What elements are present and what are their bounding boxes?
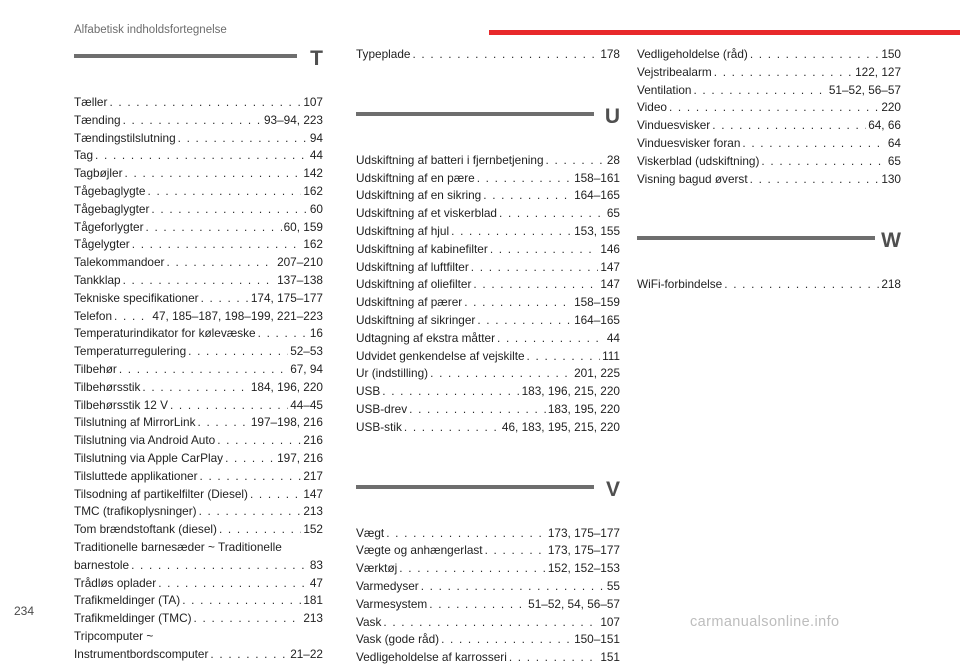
page-reference: 60, 159 xyxy=(283,219,323,234)
index-entry xyxy=(356,223,620,241)
page-reference: 107 xyxy=(600,614,620,629)
page-reference: 64, 66 xyxy=(868,118,901,133)
index-term: Viskerblad (udskiftning) xyxy=(637,153,760,168)
index-term: Trafikmeldinger (TA) xyxy=(74,593,181,608)
index-entry xyxy=(74,290,323,308)
page-reference: 64 xyxy=(887,135,901,150)
index-term: Tæller xyxy=(74,95,108,109)
page-reference: 130 xyxy=(881,171,901,186)
index-entry xyxy=(74,147,323,165)
index-entry xyxy=(74,130,323,148)
dot-leader xyxy=(188,343,288,361)
page-reference: 93–94, 223 xyxy=(263,112,323,127)
index-entry xyxy=(74,343,323,361)
index-entry xyxy=(74,468,323,486)
index-term: Tågeforlygter xyxy=(74,219,144,234)
dot-leader xyxy=(131,557,308,575)
page-reference: 147 xyxy=(600,277,620,292)
index-entry xyxy=(74,236,323,254)
index-term: Vægt xyxy=(356,525,385,540)
index-entry xyxy=(356,259,620,277)
dot-leader xyxy=(430,365,572,383)
page-reference: 178 xyxy=(600,47,620,61)
dot-leader xyxy=(142,379,248,397)
page-reference: 47 xyxy=(309,575,323,590)
dot-leader xyxy=(421,578,605,596)
page-reference: 150–151 xyxy=(574,632,620,647)
index-term: Værktøj xyxy=(356,561,398,576)
letter-divider xyxy=(356,112,594,116)
index-entry xyxy=(356,276,620,294)
index-entry xyxy=(637,153,901,171)
dot-leader xyxy=(258,325,308,343)
dot-leader xyxy=(750,171,880,189)
index-entry xyxy=(74,450,323,468)
index-entry xyxy=(74,539,323,557)
dot-leader xyxy=(123,272,276,290)
index-term: Trådløs oplader xyxy=(74,575,157,590)
page-reference: 65 xyxy=(606,206,620,221)
page-reference: 52–53 xyxy=(290,344,323,359)
dot-leader xyxy=(210,646,288,664)
letter-header-u xyxy=(356,104,620,152)
index-entry xyxy=(356,419,620,437)
page-reference: 173, 175–177 xyxy=(547,525,620,540)
index-term: Tankklap xyxy=(74,272,121,287)
index-term: Trafikmeldinger (TMC) xyxy=(74,611,192,626)
index-entry xyxy=(74,503,323,521)
dot-leader xyxy=(198,414,249,432)
dot-leader xyxy=(441,631,572,649)
dot-leader xyxy=(178,130,308,148)
page-reference: 183, 196, 215, 220 xyxy=(521,384,620,399)
page-reference: 107 xyxy=(303,95,323,109)
index-entry xyxy=(637,135,901,153)
page-reference: 164–165 xyxy=(574,312,620,327)
dot-leader xyxy=(200,468,302,486)
page-reference: 158–159 xyxy=(574,295,620,310)
page-reference: 197–198, 216 xyxy=(250,415,323,430)
index-term: Tilslutning af MirrorLink xyxy=(74,415,196,430)
dot-leader xyxy=(724,276,879,294)
entry-list-w xyxy=(637,276,901,294)
page-reference: 150 xyxy=(881,47,901,61)
index-entry xyxy=(74,361,323,379)
index-entry xyxy=(356,542,620,560)
page-reference: 111 xyxy=(602,348,620,363)
index-column-3 xyxy=(637,46,901,294)
index-term: Tågebaglygter xyxy=(74,201,150,216)
dot-leader xyxy=(217,432,301,450)
index-term: Tilslutning via Android Auto xyxy=(74,433,216,448)
page-reference: 151 xyxy=(600,650,620,665)
index-entry xyxy=(74,414,323,432)
dot-leader xyxy=(429,596,526,614)
dot-leader xyxy=(119,361,288,379)
index-term: Vask xyxy=(356,614,382,629)
index-entry xyxy=(74,397,323,415)
dot-leader xyxy=(477,170,572,188)
index-entry xyxy=(74,325,323,343)
index-term: Vask (gode råd) xyxy=(356,632,440,647)
dot-leader xyxy=(123,112,262,130)
page-reference: 67, 94 xyxy=(290,361,323,376)
index-term: Talekommandoer xyxy=(74,255,165,270)
page-reference: 147 xyxy=(303,486,323,501)
index-entry xyxy=(74,486,323,504)
page-reference: 137–138 xyxy=(277,272,323,287)
dot-leader xyxy=(485,542,546,560)
dot-leader xyxy=(412,46,598,64)
index-entry xyxy=(74,219,323,237)
page-reference: 181 xyxy=(303,593,323,608)
dot-leader xyxy=(383,614,598,632)
index-term: Tændingstilslutning xyxy=(74,130,176,145)
page-reference: 122, 127 xyxy=(855,64,901,79)
dot-leader xyxy=(219,521,301,539)
letter-header-t xyxy=(74,46,323,94)
index-term: Udskiftning af luftfilter xyxy=(356,259,469,274)
page-reference: 44 xyxy=(309,148,323,163)
index-entry xyxy=(74,610,323,628)
page-reference: 51–52, 54, 56–57 xyxy=(528,596,620,611)
index-entry xyxy=(74,432,323,450)
page-reference: 197, 216 xyxy=(277,450,323,465)
index-term: Typeplade xyxy=(356,47,411,61)
index-term: USB-drev xyxy=(356,401,408,416)
index-term: Traditionelle barnesæder ~ Traditionelle xyxy=(74,539,282,554)
index-entry xyxy=(74,646,323,664)
page-reference: 213 xyxy=(303,504,323,519)
entry-list-v xyxy=(356,525,620,667)
dot-leader xyxy=(170,397,288,415)
index-term: WiFi-forbindelse xyxy=(637,277,723,292)
index-term: Vinduesvisker xyxy=(637,118,711,133)
dot-leader xyxy=(714,64,853,82)
dot-leader xyxy=(409,401,546,419)
index-term: Udskiftning af batteri i fjernbetjening xyxy=(356,152,544,167)
dot-leader xyxy=(250,486,301,504)
index-term: Tilsluttede applikationer xyxy=(74,468,198,483)
index-entry xyxy=(356,330,620,348)
page-reference: 220 xyxy=(881,100,901,115)
index-term: Tågelygter xyxy=(74,237,130,252)
dot-leader xyxy=(464,294,572,312)
index-term: Tågebaglygte xyxy=(74,183,146,198)
index-entry xyxy=(356,205,620,223)
entry-list-v-continued xyxy=(637,46,901,188)
index-term: Vejstribealarm xyxy=(637,64,712,79)
index-entry xyxy=(356,241,620,259)
index-entry xyxy=(637,99,901,117)
page-reference: 21–22 xyxy=(290,646,323,661)
index-term: Tekniske specifikationer xyxy=(74,290,199,305)
section-letter: V xyxy=(605,477,620,501)
dot-leader xyxy=(95,147,308,165)
index-term: Vedligeholdelse (råd) xyxy=(637,47,748,61)
entry-list-t xyxy=(74,94,323,664)
dot-leader xyxy=(125,165,302,183)
page-reference: 201, 225 xyxy=(574,366,620,381)
dot-leader xyxy=(151,201,307,219)
page-reference: 60 xyxy=(309,201,323,216)
dot-leader xyxy=(404,419,500,437)
section-letter: W xyxy=(881,229,901,253)
dot-leader xyxy=(182,592,301,610)
dot-leader xyxy=(497,330,605,348)
dot-leader xyxy=(382,383,519,401)
index-entry xyxy=(74,557,323,575)
page-reference: 173, 175–177 xyxy=(547,543,620,558)
entry-list-u xyxy=(356,152,620,437)
index-entry xyxy=(637,46,901,64)
page-reference: 152 xyxy=(303,522,323,537)
index-entry xyxy=(637,82,901,100)
watermark: carmanualsonline.info xyxy=(690,614,840,630)
index-term: Video xyxy=(637,100,667,115)
index-term: Tilsodning af partikelfilter (Diesel) xyxy=(74,486,248,501)
index-entry xyxy=(356,649,620,667)
dot-leader xyxy=(132,236,302,254)
index-term: Temperaturindikator for kølevæske xyxy=(74,326,256,341)
index-entry xyxy=(356,578,620,596)
page-reference: 44 xyxy=(606,330,620,345)
entry-list-t-continued xyxy=(356,46,620,64)
page-reference: 47, 185–187, 198–199, 221–223 xyxy=(152,308,323,323)
dot-leader xyxy=(477,312,572,330)
index-entry xyxy=(356,525,620,543)
dot-leader xyxy=(471,259,599,277)
index-entry xyxy=(356,312,620,330)
page-reference: 44–45 xyxy=(290,397,323,412)
page-reference: 153, 155 xyxy=(574,223,620,238)
index-entry xyxy=(74,592,323,610)
header-accent-bar xyxy=(489,30,960,35)
dot-leader xyxy=(201,290,249,308)
index-term: Visning bagud øverst xyxy=(637,171,748,186)
letter-divider xyxy=(74,54,297,58)
letter-divider xyxy=(637,236,875,240)
index-term: Vedligeholdelse af karrosseri xyxy=(356,650,507,665)
page-reference: 162 xyxy=(303,237,323,252)
index-term: Tom brændstoftank (diesel) xyxy=(74,522,217,537)
dot-leader xyxy=(114,308,150,326)
index-entry xyxy=(356,631,620,649)
section-letter: T xyxy=(310,47,323,70)
index-entry xyxy=(74,165,323,183)
dot-leader xyxy=(146,219,282,237)
index-term: Udskiftning af sikringer xyxy=(356,312,476,327)
index-term: Udskiftning af kabinefilter xyxy=(356,241,488,256)
page-reference: 207–210 xyxy=(277,255,323,270)
page-reference: 28 xyxy=(606,152,620,167)
page-reference: 65 xyxy=(887,153,901,168)
index-column-1 xyxy=(74,46,323,664)
index-term: Udskiftning af en sikring xyxy=(356,188,482,203)
index-entry xyxy=(356,614,620,632)
page-reference: 51–52, 56–57 xyxy=(828,82,901,97)
index-entry xyxy=(637,276,901,294)
page-reference: 164–165 xyxy=(574,188,620,203)
index-entry xyxy=(74,272,323,290)
index-term: USB xyxy=(356,384,381,399)
dot-leader xyxy=(399,560,546,578)
index-term: Udskiftning af pærer xyxy=(356,295,463,310)
section-letter: U xyxy=(604,104,620,128)
dot-leader xyxy=(167,254,276,272)
page-reference: 94 xyxy=(309,130,323,145)
dot-leader xyxy=(509,649,598,667)
page-reference: 218 xyxy=(881,277,901,292)
index-term: barnestole xyxy=(74,557,130,572)
index-term: Udskiftning af hjul xyxy=(356,223,450,238)
dot-leader xyxy=(527,348,601,366)
dot-leader xyxy=(158,575,308,593)
index-entry xyxy=(74,112,323,130)
index-entry xyxy=(74,94,323,112)
index-term: Tænding xyxy=(74,112,121,127)
letter-divider xyxy=(356,485,594,489)
index-term: USB-stik xyxy=(356,419,402,434)
index-entry xyxy=(74,628,323,646)
page-reference: 162 xyxy=(303,183,323,198)
index-entry xyxy=(356,596,620,614)
index-term: Telefon xyxy=(74,308,113,323)
letter-header-v xyxy=(356,477,620,525)
page-reference: 158–161 xyxy=(574,170,620,185)
dot-leader xyxy=(490,241,599,259)
dot-leader xyxy=(761,153,885,171)
index-entry xyxy=(356,348,620,366)
index-term: Vægte og anhængerlast xyxy=(356,543,483,558)
dot-leader xyxy=(546,152,605,170)
index-term: Tilslutning via Apple CarPlay xyxy=(74,450,224,465)
index-entry xyxy=(637,171,901,189)
dot-leader xyxy=(712,117,866,135)
index-term: Udskiftning af en pære xyxy=(356,170,475,185)
dot-leader xyxy=(199,503,302,521)
dot-leader xyxy=(148,183,302,201)
index-term: Udskiftning af et viskerblad xyxy=(356,206,497,221)
dot-leader xyxy=(194,610,302,628)
index-entry xyxy=(356,46,620,64)
page-reference: 213 xyxy=(303,611,323,626)
index-term: Varmedyser xyxy=(356,578,419,593)
index-term: Temperaturregulering xyxy=(74,344,187,359)
index-term: Tilbehør xyxy=(74,361,117,376)
page-header-title: Alfabetisk indholdsfortegnelse xyxy=(74,24,227,36)
page-reference: 183, 195, 220 xyxy=(547,401,620,416)
index-term: Udvidet genkendelse af vejskilte xyxy=(356,348,525,363)
index-term: Varmesystem xyxy=(356,596,428,611)
dot-leader xyxy=(483,187,572,205)
index-entry xyxy=(637,117,901,135)
page-reference: 83 xyxy=(309,557,323,572)
page-reference: 46, 183, 195, 215, 220 xyxy=(501,419,620,434)
index-term: Ventilation xyxy=(637,82,692,97)
dot-leader xyxy=(386,525,546,543)
page-reference: 55 xyxy=(606,578,620,593)
page-reference: 142 xyxy=(303,166,323,181)
index-term: Tag xyxy=(74,148,94,163)
page-reference: 216 xyxy=(303,433,323,448)
index-entry xyxy=(74,379,323,397)
index-entry xyxy=(356,401,620,419)
dot-leader xyxy=(750,46,879,64)
dot-leader xyxy=(225,450,275,468)
index-entry xyxy=(74,201,323,219)
index-entry xyxy=(356,187,620,205)
dot-leader xyxy=(109,94,301,112)
index-term: Udtagning af ekstra måtter xyxy=(356,330,496,345)
page-reference: 146 xyxy=(600,241,620,256)
dot-leader xyxy=(451,223,572,241)
index-term: Ur (indstilling) xyxy=(356,366,429,381)
index-entry xyxy=(356,170,620,188)
index-entry xyxy=(74,308,323,326)
index-column-2 xyxy=(356,46,620,667)
index-entry xyxy=(356,152,620,170)
dot-leader xyxy=(499,205,605,223)
dot-leader xyxy=(473,276,598,294)
page-reference: 147 xyxy=(600,259,620,274)
index-entry xyxy=(637,64,901,82)
index-entry xyxy=(74,254,323,272)
page-number: 234 xyxy=(14,604,35,618)
dot-leader xyxy=(693,82,826,100)
index-term: Vinduesvisker foran xyxy=(637,135,741,150)
dot-leader xyxy=(742,135,885,153)
index-term: Tagbøjler xyxy=(74,166,123,181)
letter-header-w xyxy=(637,228,901,276)
index-term: Udskiftning af oliefilter xyxy=(356,277,472,292)
page-reference: 152, 152–153 xyxy=(547,561,620,576)
index-term: TMC (trafikoplysninger) xyxy=(74,504,197,519)
index-entry xyxy=(356,560,620,578)
index-entry xyxy=(74,521,323,539)
page-reference: 174, 175–177 xyxy=(250,290,323,305)
dot-leader xyxy=(669,99,879,117)
index-term: Tilbehørsstik xyxy=(74,379,141,394)
index-term: Tilbehørsstik 12 V xyxy=(74,397,168,412)
index-term: Tripcomputer ~ xyxy=(74,628,154,643)
index-entry xyxy=(74,575,323,593)
index-entry xyxy=(74,183,323,201)
page-reference: 217 xyxy=(303,468,323,483)
page-reference: 16 xyxy=(309,326,323,341)
index-entry xyxy=(356,294,620,312)
index-entry xyxy=(356,383,620,401)
index-term: Instrumentbordscomputer xyxy=(74,646,209,661)
page-reference: 184, 196, 220 xyxy=(250,379,323,394)
index-entry xyxy=(356,365,620,383)
